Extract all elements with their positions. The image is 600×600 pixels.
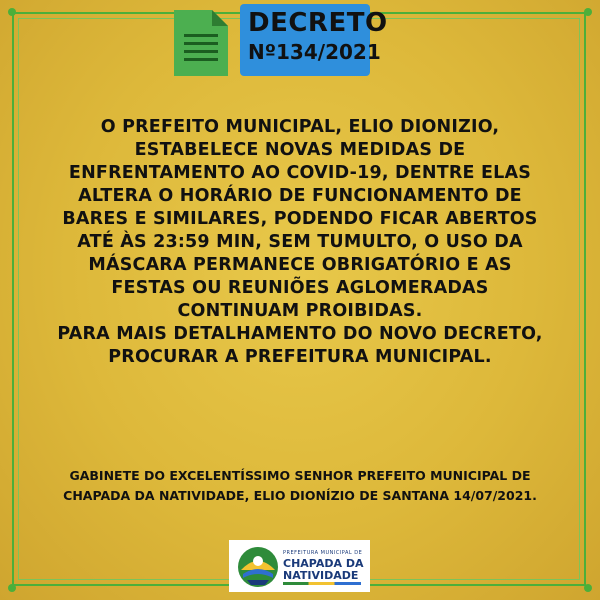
logo-caption: PREFEITURA MUNICIPAL DE — [283, 550, 363, 556]
announcement-line: O PREFEITO MUNICIPAL, ELIO DIONIZIO, — [100, 117, 500, 137]
signature-line: GABINETE DO EXCELENTÍSSIMO SENHOR PREFEITO MUNICIPAL DE — [69, 468, 531, 483]
signature-line: CHAPADA DA NATIVIDADE, ELIO DIONÍZIO DE SANTANA 14/07/2021. — [63, 488, 537, 503]
announcement-text — [40, 116, 560, 369]
decree-badge — [240, 4, 388, 76]
announcement-line: PARA MAIS DETALHAMENTO DO NOVO DECRETO, — [57, 324, 543, 344]
frame-corner — [584, 8, 592, 16]
announcement-line: CONTINUAM PROIBIDAS. — [177, 301, 423, 321]
signature-text — [40, 466, 560, 506]
decree-number: Nº134/2021 — [248, 40, 381, 64]
announcement-line: BARES E SIMILARES, PODENDO FICAR ABERTOS — [62, 209, 538, 229]
frame-corner — [584, 584, 592, 592]
logo-name-line1: CHAPADA DA — [283, 557, 364, 570]
decree-title: DECRETO — [248, 8, 388, 38]
announcement-line: MÁSCARA PERMANECE OBRIGATÓRIO E AS — [88, 255, 512, 275]
announcement-line: FESTAS OU REUNIÕES AGLOMERADAS — [111, 278, 489, 298]
municipality-logo — [229, 540, 370, 592]
announcement-line: ALTERA O HORÁRIO DE FUNCIONAMENTO DE — [78, 186, 522, 206]
announcement-line: ENFRENTAMENTO AO COVID-19, DENTRE ELAS — [68, 163, 532, 183]
document-icon — [170, 8, 232, 78]
logo-name-line2: NATIVIDADE — [283, 569, 359, 582]
announcement-line: ATÉ ÀS 23:59 MIN, SEM TUMULTO, O USO DA — [77, 232, 523, 252]
announcement-line: PROCURAR A PREFEITURA MUNICIPAL. — [108, 347, 492, 367]
announcement-line: ESTABELECE NOVAS MEDIDAS DE — [134, 140, 466, 160]
logo-stripe — [283, 582, 361, 585]
emblem-icon — [237, 546, 279, 588]
frame-corner — [8, 584, 16, 592]
frame-corner — [8, 8, 16, 16]
